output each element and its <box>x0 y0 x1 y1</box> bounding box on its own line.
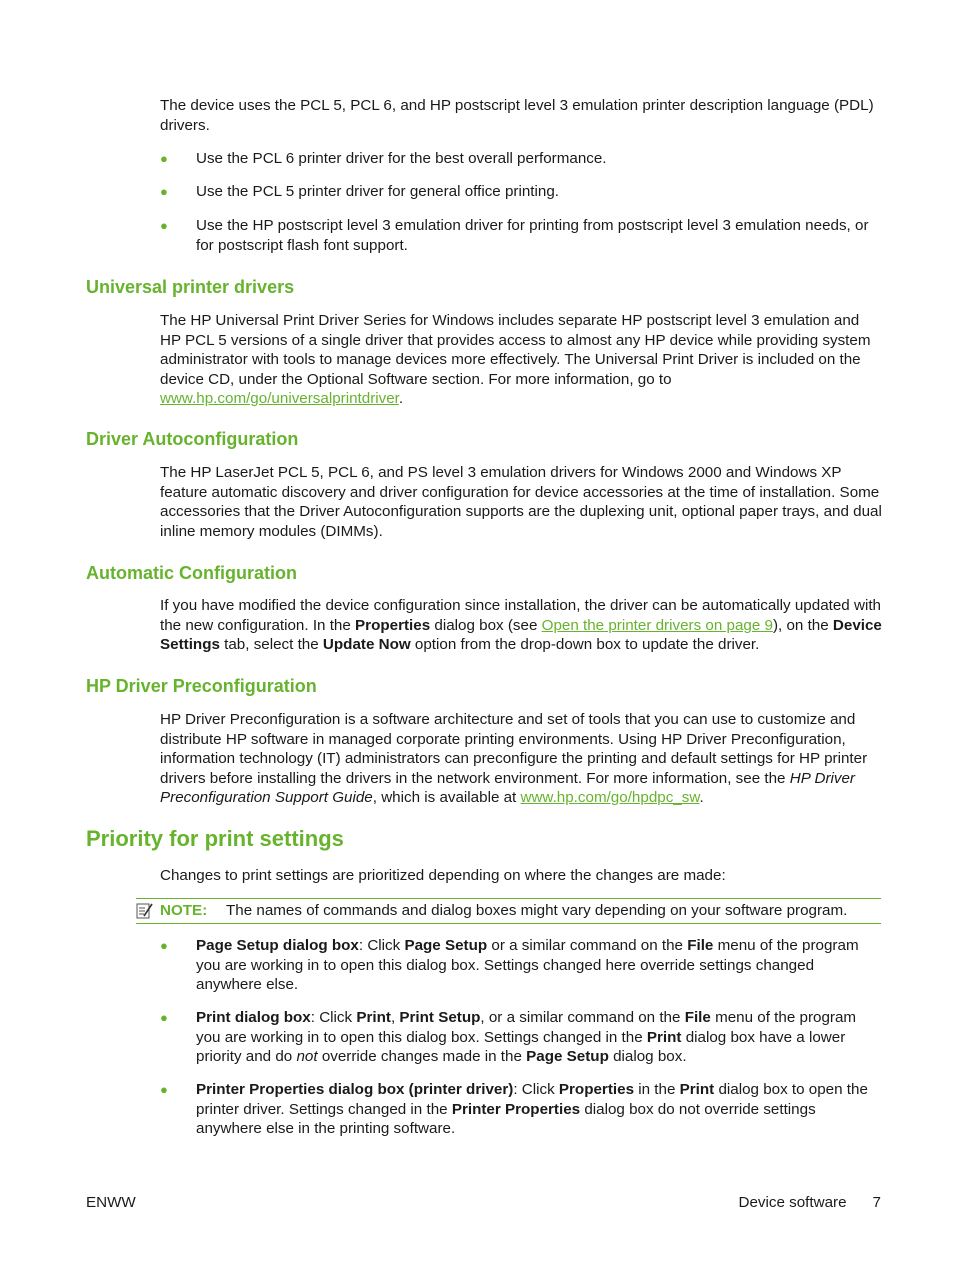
bullet-icon: ● <box>160 151 168 166</box>
universal-driver-link[interactable]: www.hp.com/go/universalprintdriver <box>160 390 399 407</box>
hpdpc-link[interactable]: www.hp.com/go/hpdpc_sw <box>520 789 700 806</box>
section-heading-automatic: Automatic Configuration <box>86 563 297 583</box>
bullet-icon: ● <box>160 938 168 953</box>
bullet-icon: ● <box>160 1082 168 1097</box>
footer-section: Device software <box>738 1194 847 1211</box>
bullet-icon: ● <box>160 218 168 233</box>
list-item: ● Printer Properties dialog box (printer driver): Click Properties in the Print dialog box to open the printer driver. Settings changed in the Printer Properties dialog box do not override settings anywhere else in the printing software. <box>160 1081 868 1137</box>
note-text: The names of commands and dialog boxes might vary depending on your software program. <box>226 902 848 919</box>
open-drivers-link[interactable]: Open the printer drivers on page 9 <box>541 616 773 634</box>
note-pencil-icon <box>136 902 154 920</box>
note-box <box>136 898 881 924</box>
list-item: ● Use the PCL 5 printer driver for general office printing. <box>160 183 559 200</box>
list-item: ● Use the HP postscript level 3 emulation driver for printing from postscript level 3 emulation needs, or for postscript flash font support. <box>160 217 869 254</box>
automatic-paragraph: If you have modified the device configuration since installation, the driver can be automatically updated with the new configuration. In the Properties dialog box (see Open the printer drivers on page 9), on the Device Settings tab, select the Update Now option from the drop-down box to update the driver. <box>160 597 882 653</box>
bullet-icon: ● <box>160 184 168 199</box>
note-label: NOTE: <box>160 902 208 919</box>
section-heading-universal: Universal printer drivers <box>86 277 295 297</box>
section-heading-preconfig: HP Driver Preconfiguration <box>86 676 317 696</box>
preconfig-paragraph: HP Driver Preconfiguration is a software architecture and set of tools that you can use to customize and distribute HP software in managed corporate printing environments. Using HP Driver Preconfiguration, information technology (IT) administrators can preconfigure the printing and default settings for HP printer drivers before installing the drivers in the network environment. For more information, see the HP Driver Preconfiguration Support Guide, which is available at www.hp.com/go/hpdpc_sw. <box>160 711 868 806</box>
autoconfig-paragraph: The HP LaserJet PCL 5, PCL 6, and PS level 3 emulation drivers for Windows 2000 and Windows XP feature automatic discovery and driver configuration for device accessories at the time of installation. Some accessories that the Driver Autoconfiguration supports are the duplexing unit, optional paper trays, and dual inline memory modules (DIMMs). <box>160 464 882 540</box>
intro-paragraph: The device uses the PCL 5, PCL 6, and HP postscript level 3 emulation printer description language (PDL) drivers. <box>160 97 874 134</box>
list-item: ● Print dialog box: Click Print, Print Setup, or a similar command on the File menu of the program you are working in to open this dialog box. Settings changed in the Print dialog box have a lower priority and do not override changes made in the Page Setup dialog box. <box>160 1009 857 1065</box>
footer-right <box>739 1193 882 1213</box>
page-title-priority: Priority for print settings <box>86 826 344 851</box>
list-item: ● Use the PCL 6 printer driver for the best overall performance. <box>160 150 607 167</box>
universal-paragraph: The HP Universal Print Driver Series for Windows includes separate HP postscript level 3 emulation and HP PCL 5 versions of a single driver that provides access to almost any HP device while providing system administrator with tools to manage devices more effectively. The Universal Print Driver is included on the device CD, under the Optional Software section. For more information, go to www.hp.com/go/universalprintdriver. <box>160 312 871 407</box>
footer-left: ENWW <box>86 1194 136 1211</box>
bullet-icon: ● <box>160 1010 168 1025</box>
priority-intro: Changes to print settings are prioritized depending on where the changes are made: <box>160 867 726 884</box>
list-item: ● Page Setup dialog box: Click Page Setup or a similar command on the File menu of the program you are working in to open this dialog box. Settings changed here override settings changed anywhere else. <box>160 937 859 993</box>
page-number: 7 <box>872 1194 881 1211</box>
section-heading-autoconfig: Driver Autoconfiguration <box>86 429 299 449</box>
